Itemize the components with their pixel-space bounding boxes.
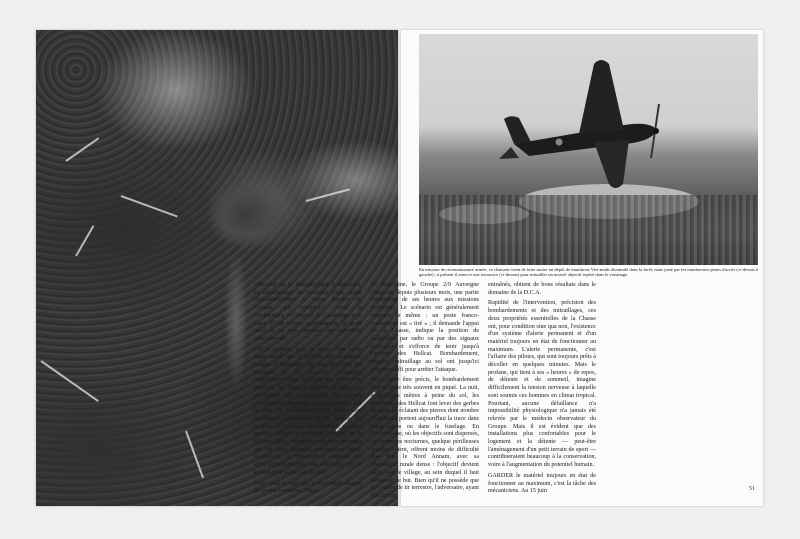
paragraph: C'est aussi la nuit que le Viet-minh attaque les postes terrestres. Parmi — [254, 480, 362, 495]
text-column-2 — [371, 282, 479, 504]
page-number: 51 — [749, 486, 755, 492]
jungle-track — [65, 137, 99, 162]
jungle-track — [121, 195, 178, 217]
text-column-1 — [254, 282, 362, 499]
paragraph: Rapidité de l'intervention, précision des bombardements et des mitraillages, ces deux propriétés essentielles de la Chasse ont, pour condition sine qua non, l'existence d'un système d'alerte permanent et d'un matériel toujours en état de fonctionner au maximum. L'alerte permanente, c'est l'affaire des pilotes, qui sont toujours prêts à décoller en quelques minutes. Mais le profane, qui tient à ses « heures » de repos, de détente et de sommeil, imagine difficilement la tension nerveuse à laquelle sont soumis ces hommes en climat tropical. Pourtant, aucune défaillance n'a impossibilité physiologique n'a jamais été relevée par le médecin observateur du Groupe. Mais il est évident que des installations plus confortables pour le logement et la détente — peut-être l'aménagement d'un petit terrain de sport — contribueraient beaucoup à la conservation, voire à l'augmentation du potentiel humain. — [488, 300, 596, 469]
jungle-track — [75, 225, 94, 256]
jungle-track — [185, 431, 204, 479]
jungle-track — [40, 360, 98, 402]
text-column-3 — [488, 282, 596, 499]
paragraph: GARDER le matériel toujours en état de fonctionner au maximum, c'est la tâche des mécaniciens. Au 15 juin — [488, 472, 596, 495]
hellcat-aircraft-icon — [419, 34, 758, 265]
aircraft-photo — [419, 34, 758, 265]
jungle-track — [306, 188, 350, 202]
right-page — [254, 30, 763, 506]
paragraph: en Indochine, le Groupe 2/9 Auvergne consacre, depuis plusieurs mois, une partie importante de ses heures aux missions nocturnes. Le scénario est généralement toujours le même : un poste franco-vietnamien est « tiré » ; il demande l'appui de la Chasse, indique la position de l'assaillant par radio ou par des signaux lumineux et s'efforce de tenir jusqu'à l'arrivée des Hellcat. Bombardement, napalm, mitraillage au sol ont jusqu'ici toujours suffi pour arrêter l'attaque. — [371, 282, 479, 373]
paragraph: entraînés, obtient de bons résultats dans le domaine de la D.C.A. — [488, 282, 596, 296]
paragraph: efficacité en se démultipliant. L'opération, en détachement de plusieurs jours, aurait considérablement le rayon d'action du Groupe, qui comprend, outre la Cochinchine et l'Annam, le Cambodge et le Laos. Il est même, actuellement, la seule unité de ce type couvrant une superficie aussi étendue. — [254, 282, 362, 342]
photo-caption: En mission de reconnaissance armée, ce chasseur vient de faire sauter un dépôt de munitions Viet-minh dissimulé dans la forêt, mais juste par les nombreuses pistes d'accès (ci-dessus à gauche) ; à présent il amorce une ressource (ci-dessus) pour mitrailler un nouvel objectif repéré dans le voisinage. — [419, 267, 758, 278]
paragraph: Mais, pour être précis, le bombardement doit se faire très souvent en piqué. La nuit, à quelques mètres à peine du sol, les projectiles des Hellcat font lever des gerbes de boue en éclatant des pierres dont nombre d'appareils portent aujourd'hui la trace dans leurs plans ou dans le fuselage. En Cochinchine, où les objectifs sont dispersés, ces missions nocturnes, quelque périlleuses qu'elles soient, offrent moins de difficulté que dans le Nord Annam, avec sa population rurale dense : l'objectif devient alors tout le village, au sein duquel il faut découvrir le but. Bien qu'il ne possède que des armes de tir terrestre, l'adversaire, ayant des tireurs — [371, 377, 479, 499]
paragraph: CELA rappelé, pour le pilote d'un avion aussi rapide que le Hellcat, une adaptation longue et fatigante. Par leur diversité, les missions et les objectifs nécessitent l'application d'une tactique très mouvante. Souvent, les fours à charbon de bois, qui alimentent en combustible les usines d'armement viet-minh, ne sont visibles que la nuit. En Cochinchine, ces usines sont habilement camouflées et, en Annam, les moyens de traction ont constitué, pendant quelque temps, le principal objectif de la Chasse. Deux locomotives et deux draisines ont été ainsi détruites entièrement. Mais, maintenant, le Viet-minh a construit des abris souterrains pour ces véhicules, qui ne sortent plus guère que la nuit. — [254, 346, 362, 476]
